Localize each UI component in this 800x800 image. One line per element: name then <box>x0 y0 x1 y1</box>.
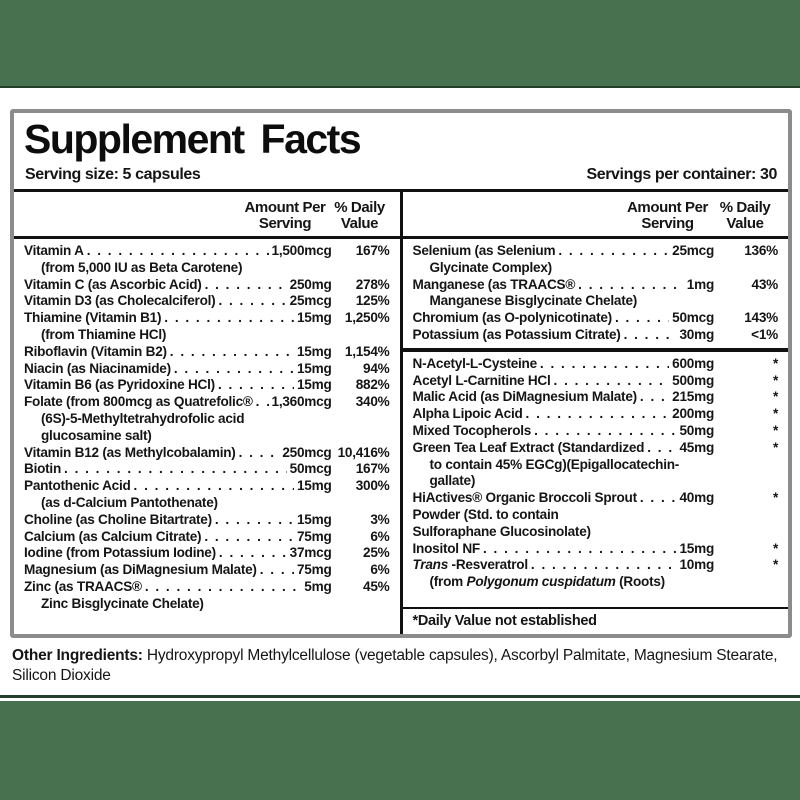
other-ingredients <box>12 646 790 686</box>
nutrient-row <box>24 512 390 529</box>
nutrient-name: Vitamin B6 (as Pyridoxine HCl) <box>24 377 215 393</box>
nutrient-name: Riboflavin (Vitamin B2) <box>24 343 167 359</box>
nutrient-amount: 15mg <box>296 377 332 393</box>
nutrient-daily-value: 143% <box>744 310 778 326</box>
nutrient-row <box>413 277 779 294</box>
nutrient-amount: 75mg <box>296 528 332 544</box>
nutrient-amount: 250mcg <box>282 444 332 460</box>
nutrient-daily-value: 43% <box>751 276 778 292</box>
nutrient-row <box>24 277 390 294</box>
nutrient-row <box>24 394 390 411</box>
nutrient-name: Vitamin D3 (as Cholecalciferol) <box>24 293 216 309</box>
nutrient-subline: (from Thiamine HCl) <box>41 326 167 342</box>
serving-info-row <box>25 166 777 184</box>
nutrient-name: Vitamin B12 (as Methylcobalamin) <box>24 444 236 460</box>
nutrient-daily-value: 882% <box>355 377 390 393</box>
nutrient-amount: 15mg <box>679 540 714 556</box>
nutrient-daily-value: 10,416% <box>337 444 390 460</box>
nutrient-amount: 5mg <box>304 578 332 594</box>
nutrient-name: Selenium (as Selenium <box>412 243 556 258</box>
nutrient-name: Vitamin C (as Ascorbic Acid) <box>24 276 202 292</box>
nutrient-row <box>413 406 779 423</box>
nutrient-daily-value: 167% <box>355 243 390 258</box>
nutrient-name: Manganese (as TRAACS® <box>412 276 576 292</box>
nutrient-subline: to contain 45% EGCg)(Epigallocatechin- <box>429 456 680 472</box>
nutrient-name: Acetyl L-Carnitine HCl <box>412 372 551 388</box>
nutrient-name: Chromium (as O-polynicotinate) <box>412 310 612 326</box>
nutrient-amount: 600mg <box>672 355 714 371</box>
nutrient-subline: (as d-Calcium Pantothenate) <box>41 494 218 510</box>
nutrient-row <box>24 377 390 394</box>
nutrient-row <box>24 243 390 260</box>
nutrient-subline: Manganese Bisglycinate Chelate) <box>429 293 638 309</box>
nutrient-daily-value: * <box>772 406 778 422</box>
nutrient-amount: 15mg <box>296 478 332 494</box>
nutrient-name: Niacin (as Niacinamide) <box>24 360 171 376</box>
nutrient-name: Inositol NF <box>412 540 480 556</box>
nutrient-row <box>24 344 390 361</box>
dot-leader <box>483 541 677 558</box>
dot-leader <box>134 478 294 495</box>
nutrient-daily-value: 1,154% <box>344 343 390 359</box>
nutrient-amount: 15mg <box>296 511 332 527</box>
nutrient-daily-value: 6% <box>370 528 390 544</box>
nutrient-name: Thiamine (Vitamin B1) <box>24 310 162 326</box>
supplement-facts-panel <box>10 109 792 638</box>
nutrient-subline: (from 5,000 IU as Beta Carotene) <box>41 259 243 275</box>
nutrient-amount: 15mg <box>296 310 332 326</box>
nutrient-daily-value: * <box>772 372 778 388</box>
nutrient-row <box>413 389 779 406</box>
nutrient-amount: 15mg <box>296 343 332 359</box>
dot-leader <box>205 277 287 294</box>
dot-leader <box>260 562 294 579</box>
nutrient-subline: Glycinate Complex) <box>429 259 552 275</box>
left-column-header <box>24 200 390 232</box>
right-column-header <box>413 200 779 232</box>
left-column <box>14 192 400 634</box>
dot-leader <box>170 344 294 361</box>
nutrient-amount: 15mg <box>296 360 332 376</box>
other-ingredients-text: Hydroxypropyl Methylcellulose (vegetable capsules), Ascorbyl Palmitate, Magnesium Stearate, Silicon Dioxide <box>12 647 778 684</box>
nutrient-daily-value: 45% <box>363 578 390 594</box>
nutrient-row <box>24 293 390 310</box>
daily-value-footnote: *Daily Value not established <box>412 612 597 629</box>
serving-size-text: Serving size: 5 capsules <box>25 166 201 183</box>
nutrient-row <box>24 579 390 596</box>
nutrient-name: Vitamin A <box>24 243 84 258</box>
nutrient-name: Pantothenic Acid <box>24 478 131 494</box>
other-ingredients-label: Other Ingredients: <box>12 647 143 664</box>
nutrient-name: HiActives® Organic Broccoli Sprout <box>412 490 637 506</box>
nutrient-name: Mixed Tocopherols <box>412 422 532 438</box>
nutrient-daily-value: 136% <box>744 243 778 258</box>
section-divider-rule <box>403 348 789 352</box>
dot-leader <box>531 557 677 574</box>
nutrient-amount: 215mg <box>672 389 714 405</box>
nutrient-amount: 75mg <box>296 562 332 578</box>
nutrient-name: Potassium (as Potassium Citrate) <box>412 326 621 342</box>
left-nutrient-list <box>24 243 390 613</box>
nutrient-subline: Powder (Std. to contain <box>412 506 559 522</box>
nutrient-daily-value: 94% <box>363 360 390 376</box>
dot-leader <box>526 406 670 423</box>
nutrient-name: Magnesium (as DiMagnesium Malate) <box>24 562 257 578</box>
nutrient-amount: 50mcg <box>289 461 332 477</box>
nutrient-subline: Zinc Bisglycinate Chelate) <box>41 595 204 611</box>
nutrient-name: Alpha Lipoic Acid <box>412 406 523 422</box>
nutrient-amount: 1,360mcg <box>271 394 332 410</box>
column-header-rule <box>14 236 400 239</box>
dot-leader <box>554 373 670 390</box>
nutrient-daily-value: 3% <box>370 511 390 527</box>
nutrient-row <box>413 423 779 440</box>
nutrient-subline: gallate) <box>429 473 476 489</box>
nutrient-name: Iodine (from Potassium Iodine) <box>24 545 216 561</box>
dot-leader <box>204 529 294 546</box>
right-nutrient-list-other <box>413 356 779 591</box>
nutrient-amount: 25mcg <box>672 243 714 258</box>
dot-leader <box>218 377 294 394</box>
dot-leader <box>256 394 269 411</box>
nutrient-name: Green Tea Leaf Extract (Standardized <box>412 439 645 455</box>
nutrient-daily-value: * <box>772 389 778 405</box>
nutrient-daily-value: 300% <box>355 478 390 494</box>
dot-leader <box>640 389 669 406</box>
nutrient-row <box>24 562 390 579</box>
nutrient-daily-value: * <box>772 540 778 556</box>
daily-value-header: % Daily Value <box>334 199 385 232</box>
servings-per-container-text: Servings per container: 30 <box>586 166 777 183</box>
dot-leader <box>540 356 669 373</box>
nutrient-daily-value: 6% <box>370 562 390 578</box>
bottom-green-banner <box>0 701 800 800</box>
dot-leader <box>578 277 684 294</box>
dot-leader <box>215 512 294 529</box>
dot-leader <box>558 243 669 260</box>
nutrient-amount: 40mg <box>679 490 714 506</box>
nutrient-name: Trans -Resveratrol <box>412 557 528 573</box>
nutrient-amount: 1mg <box>686 276 714 292</box>
dot-leader <box>64 461 287 478</box>
nutrient-amount: 50mcg <box>672 310 714 326</box>
nutrient-subline: (6S)-5-Methyltetrahydrofolic acid <box>41 410 245 426</box>
nutrient-daily-value: 340% <box>355 394 390 410</box>
dot-leader <box>174 361 294 378</box>
nutrient-row <box>24 445 390 462</box>
nutrient-row <box>413 440 779 457</box>
nutrient-row <box>413 310 779 327</box>
nutrient-daily-value: 25% <box>363 545 390 561</box>
panel-title: Supplement Facts <box>24 116 361 162</box>
amount-per-serving-header: Amount Per Serving <box>626 199 708 232</box>
nutrient-name: Malic Acid (as DiMagnesium Malate) <box>412 389 637 405</box>
nutrient-name: Choline (as Choline Bitartrate) <box>24 511 212 527</box>
top-green-banner <box>0 0 800 88</box>
nutrient-amount: 10mg <box>679 557 714 573</box>
nutrient-daily-value: * <box>772 422 778 438</box>
nutrient-daily-value: <1% <box>751 326 778 342</box>
column-header-rule <box>403 236 789 239</box>
nutrient-row <box>413 541 779 558</box>
dot-leader <box>640 490 677 507</box>
nutrient-row <box>24 529 390 546</box>
dot-leader <box>87 243 269 260</box>
dot-leader <box>239 445 280 462</box>
dot-leader <box>219 545 287 562</box>
nutrient-row <box>413 327 779 344</box>
nutrient-amount: 30mg <box>679 326 714 342</box>
nutrient-row <box>413 490 779 507</box>
dot-leader <box>218 293 286 310</box>
nutrient-daily-value: 167% <box>355 461 390 477</box>
nutrient-name: Biotin <box>24 461 62 477</box>
nutrient-amount: 45mg <box>679 439 714 455</box>
nutrient-columns <box>14 192 788 634</box>
nutrient-row <box>24 310 390 327</box>
nutrient-daily-value: * <box>772 490 778 506</box>
nutrient-name: Zinc (as TRAACS® <box>24 578 142 594</box>
nutrient-amount: 50mg <box>679 422 714 438</box>
nutrient-row <box>413 557 779 574</box>
nutrient-row <box>413 356 779 373</box>
footnote-rule <box>403 607 789 609</box>
nutrient-subline: Sulforaphane Glucosinolate) <box>412 523 591 539</box>
amount-per-serving-header: Amount Per Serving <box>244 199 326 232</box>
nutrient-amount: 250mg <box>289 276 332 292</box>
nutrient-row <box>413 373 779 390</box>
nutrient-amount: 200mg <box>672 406 714 422</box>
nutrient-daily-value: * <box>772 557 778 573</box>
nutrient-amount: 37mcg <box>289 545 332 561</box>
dot-leader <box>647 440 676 457</box>
nutrient-name: Calcium (as Calcium Citrate) <box>24 528 202 544</box>
nutrient-name: N-Acetyl-L-Cysteine <box>412 355 537 371</box>
dot-leader <box>145 579 301 596</box>
nutrient-row <box>24 461 390 478</box>
nutrient-row <box>24 545 390 562</box>
nutrient-daily-value: 125% <box>355 293 390 309</box>
daily-value-header: % Daily Value <box>719 199 771 232</box>
nutrient-subline: (from Polygonum cuspidatum (Roots) <box>429 574 665 590</box>
nutrient-daily-value: * <box>772 355 778 371</box>
nutrient-subline: glucosamine salt) <box>41 427 152 443</box>
dot-leader <box>615 310 669 327</box>
nutrient-amount: 500mg <box>672 372 714 388</box>
bottom-banner-edge-line <box>0 695 800 698</box>
right-column <box>400 192 789 634</box>
nutrient-amount: 25mcg <box>289 293 332 309</box>
nutrient-amount: 1,500mcg <box>271 243 332 258</box>
nutrient-daily-value: * <box>772 439 778 455</box>
right-nutrient-list-vitamins <box>413 243 779 344</box>
nutrient-row <box>413 243 779 260</box>
nutrient-row <box>24 361 390 378</box>
nutrient-row <box>24 478 390 495</box>
dot-leader <box>164 310 294 327</box>
nutrient-daily-value: 1,250% <box>344 310 390 326</box>
dot-leader <box>624 327 677 344</box>
nutrient-name: Folate (from 800mcg as Quatrefolic® <box>24 394 253 410</box>
dot-leader <box>534 423 676 440</box>
nutrient-daily-value: 278% <box>355 276 390 292</box>
